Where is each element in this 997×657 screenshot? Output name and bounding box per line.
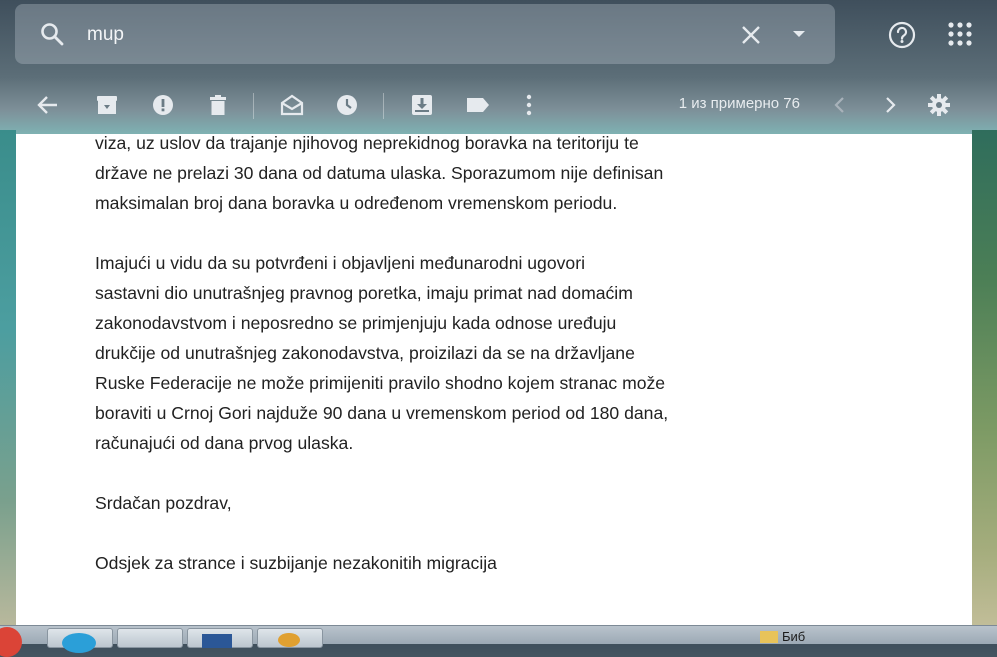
message-body [16, 134, 972, 625]
background-scene-left [0, 130, 16, 625]
telegram-icon [62, 633, 96, 653]
taskbar-app-button[interactable] [187, 628, 253, 648]
back-arrow-icon[interactable] [35, 92, 61, 118]
settings-gear-icon[interactable] [926, 92, 952, 118]
taskbar-app-button[interactable] [47, 628, 113, 648]
text-line: Odsjek za strance i suzbijanje nezakonitih migracija [95, 553, 497, 573]
text-line: sastavni dio unutrašnjeg pravnog poretka, imaju primat nad domaćim [95, 283, 633, 303]
text-line: računajući od dana prvog ulaska. [95, 433, 354, 453]
word-icon [202, 634, 232, 648]
paragraph [95, 488, 815, 518]
text-line: drukčije od unutrašnjeg zakonodavstva, proizilazi da se na državljane [95, 343, 635, 363]
text-line: Ruske Federacije ne može primijeniti pravilo shodno kojem stranac može [95, 373, 666, 393]
help-icon[interactable] [887, 20, 917, 50]
report-spam-icon[interactable] [150, 92, 176, 118]
toolbar-separator [253, 93, 254, 119]
clear-search-icon[interactable] [739, 23, 763, 47]
search-options-dropdown-icon[interactable] [789, 24, 809, 44]
text-line: države ne prelazi 30 dana od datuma ulaska. Sporazumom nije definisan [95, 163, 664, 183]
background-scene-right [972, 130, 997, 625]
paragraph [95, 134, 815, 218]
archive-icon[interactable] [94, 92, 120, 118]
text-line: boraviti u Crnoj Gori najduže 90 dana u vremenskom period od 180 dana, [95, 403, 669, 423]
search-input[interactable] [85, 18, 709, 52]
label-icon[interactable] [465, 92, 491, 118]
paragraph [95, 548, 815, 578]
text-line: viza, uz uslov da trajanje njihovog neprekidnog boravka na teritoriju te [95, 134, 639, 153]
search-bar [15, 4, 835, 64]
message-text [95, 134, 815, 608]
apps-grid-icon[interactable] [946, 20, 974, 48]
more-options-icon[interactable] [516, 92, 542, 118]
folder-icon [760, 631, 778, 643]
search-icon[interactable] [39, 21, 65, 47]
taskbar-app-button[interactable] [117, 628, 183, 648]
chrome-icon[interactable] [0, 627, 22, 657]
taskbar-app-button[interactable] [257, 628, 323, 648]
text-line: Imajući u vidu da su potvrđeni i objavljeni međunarodni ugovori [95, 253, 585, 273]
message-toolbar [0, 80, 997, 130]
pagination-count: 1 из примерно 76 [678, 95, 800, 112]
text-line: Srdačan pozdrav, [95, 493, 232, 513]
taskbar-folder-label[interactable]: Биб [782, 629, 806, 644]
toolbar-separator [383, 93, 384, 119]
mark-as-unread-icon[interactable] [279, 92, 305, 118]
paragraph [95, 248, 815, 458]
os-taskbar [0, 625, 997, 644]
text-line: zakonodavstvom i neposredno se primjenjuju kada odnose uređuju [95, 313, 617, 333]
text-line: maksimalan broj dana boravka u određenom vremenskom periodu. [95, 193, 618, 213]
older-chevron-right-icon[interactable] [877, 92, 903, 118]
newer-chevron-left-icon[interactable] [827, 92, 853, 118]
snooze-clock-icon[interactable] [334, 92, 360, 118]
paint-icon [278, 633, 300, 647]
delete-icon[interactable] [205, 92, 231, 118]
move-to-inbox-icon[interactable] [409, 92, 435, 118]
